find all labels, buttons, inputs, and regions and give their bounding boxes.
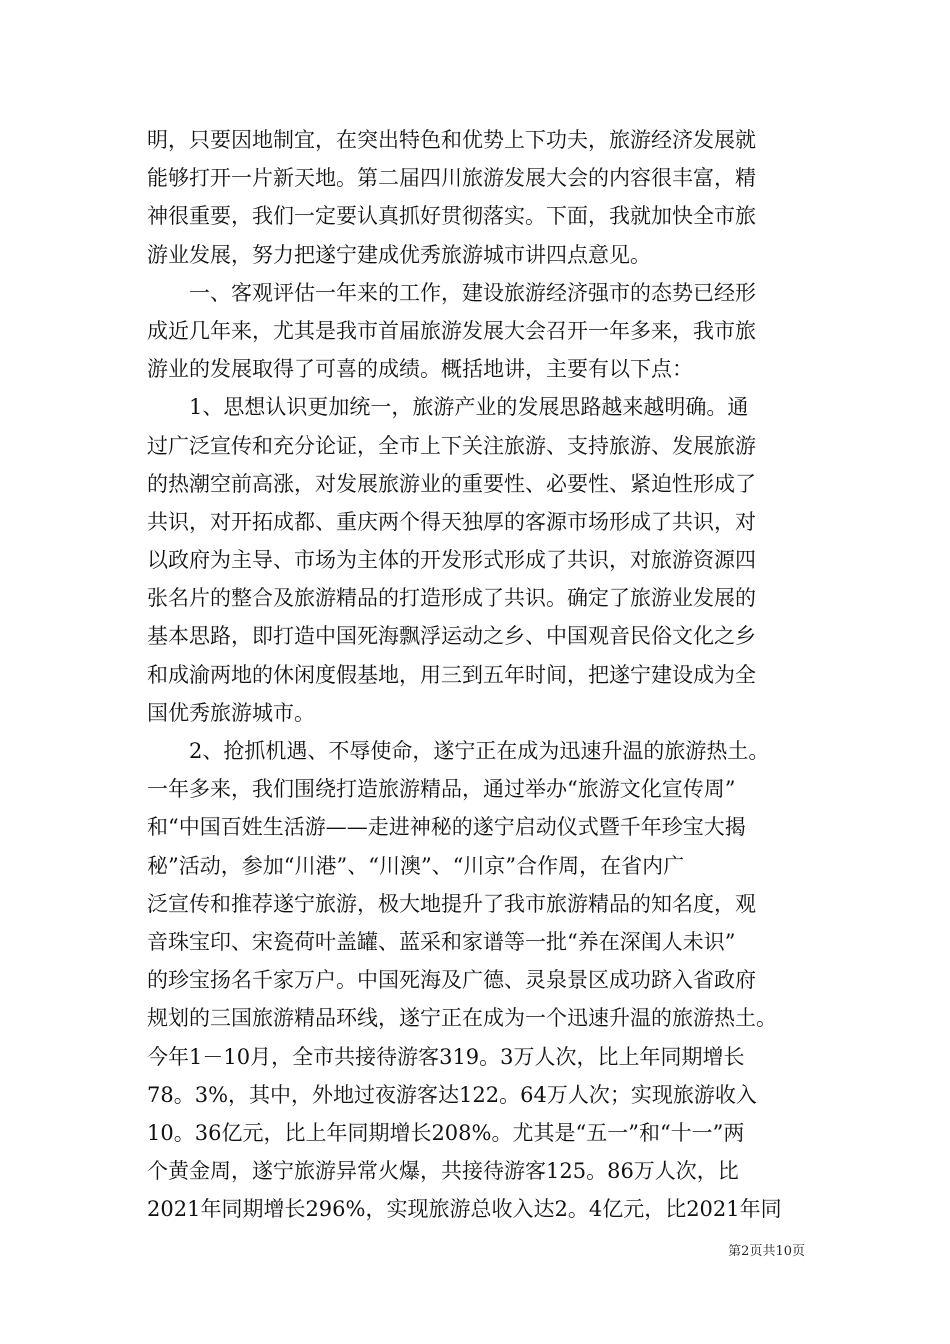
text-line: 个黄金周，遂宁旅游异常火爆，共接待游客125。86万人次，比 (147, 1159, 739, 1184)
text-line: 的珍宝扬名千家万户。中国死海及广德、灵泉景区成功跻入省政府 (147, 968, 756, 993)
point-heading-line: 1、思想认识更加统一，旅游产业的发展思路越来越明确。通 (189, 395, 749, 420)
text-line: 游业发展，努力把遂宁建成优秀旅游城市讲四点意见。 (147, 242, 651, 267)
text-line: 音珠宝印、宋瓷荷叶盖罐、蓝采和家谱等一批“养在深闺人未识” (147, 929, 736, 954)
text-line: 成近几年来，尤其是我市首届旅游发展大会召开一年多来，我市旅 (147, 318, 756, 343)
text-line: 2021年同期增长296%，实现旅游总收入达2。4亿元，比2021年同 (147, 1197, 782, 1222)
text-line: 能够打开一片新天地。第二届四川旅游发展大会的内容很丰富，精 (147, 166, 756, 191)
text-line: 的热潮空前高涨，对发展旅游业的重要性、必要性、紧迫性形成了 (147, 471, 756, 496)
text-line: 基本思路，即打造中国死海飘浮运动之乡、中国观音民俗文化之乡 (147, 624, 756, 649)
section-heading-line: 一、客观评估一年来的工作，建设旅游经济强市的态势已经形 (189, 280, 756, 305)
text-line: 泛宣传和推荐遂宁旅游，极大地提升了我市旅游精品的知名度，观 (147, 891, 756, 916)
text-line: 78。3%，其中，外地过夜游客达122。64万人次；实现旅游收入 (147, 1082, 757, 1107)
text-line: 一年多来，我们围绕打造旅游精品，通过举办“旅游文化宣传周” (147, 777, 736, 802)
text-line: 秘”活动，参加“川港”、“川澳”、“川京”合作周，在省内广 (147, 853, 685, 878)
text-line: 国优秀旅游城市。 (147, 700, 315, 725)
text-line: 今年1－10月，全市共接待游客319。3万人次，比上年同期增长 (147, 1044, 745, 1069)
text-line: 以政府为主导、市场为主体的开发形式形成了共识，对旅游资源四 (147, 548, 756, 573)
text-line: 和成渝两地的休闲度假基地，用三到五年时间，把遂宁建设成为全 (147, 662, 756, 687)
text-line: 过广泛宣传和充分论证，全市上下关注旅游、支持旅游、发展旅游 (147, 433, 756, 458)
document-body (147, 121, 807, 1228)
text-line: 神很重要，我们一定要认真抓好贯彻落实。下面，我就加快全市旅 (147, 204, 756, 229)
point-heading-line: 2、抢抓机遇、不辱使命，遂宁正在成为迅速升温的旅游热土。 (189, 739, 770, 763)
text-line: 共识，对开拓成都、重庆两个得天独厚的客源市场形成了共识，对 (147, 509, 756, 534)
text-line: 规划的三国旅游精品环线，遂宁正在成为一个迅速升温的旅游热土。 (147, 1006, 777, 1031)
text-line: 明，只要因地制宜，在突出特色和优势上下功夫，旅游经济发展就 (147, 128, 756, 152)
text-line: 张名片的整合及旅游精品的打造形成了共识。确定了旅游业发展的 (147, 586, 756, 611)
text-line: 游业的发展取得了可喜的成绩。概括地讲，主要有以下点： (147, 357, 693, 382)
page-number: 第2页共10页 (728, 1244, 805, 1259)
text-line: 10。36亿元，比上年同期增长208%。尤其是“五一”和“十一”两 (147, 1120, 745, 1145)
text-line: 和“中国百姓生活游——走进神秘的遂宁启动仪式暨千年珍宝大揭 (147, 815, 746, 840)
